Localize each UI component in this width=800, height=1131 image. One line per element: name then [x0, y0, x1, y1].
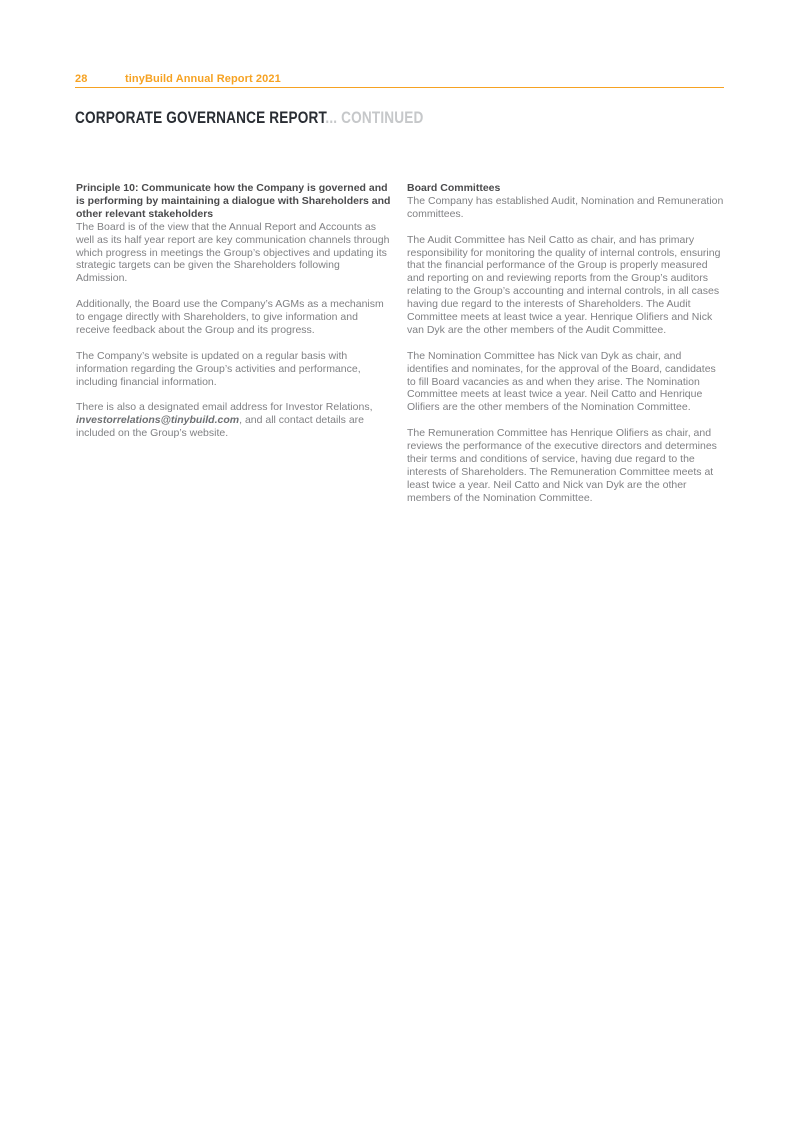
paragraph: The Remuneration Committee has Henrique Olifiers as chair, and reviews the performance of the executive directors and determines their terms and conditions of service, having due regard to the interests of Shareholders. The Remuneration Committee meets at least twice a year. Neil Catto and Nick van Dyk are the other members of the Nomination Committee. — [407, 427, 717, 504]
page-title — [75, 108, 423, 128]
paragraph: The Company’s website is updated on a regular basis with information regarding the Group’s activities and performance, including financial information. — [76, 349, 361, 388]
page-title-continued: ... CONTINUED — [325, 108, 424, 127]
right-column-heading: Board Committees — [407, 182, 501, 194]
email-address: investorrelations@tinybuild.com — [76, 414, 240, 427]
header-rule — [75, 87, 724, 88]
body-columns — [76, 182, 724, 505]
paragraph-text: , and all contact details are included on the Group’s website. — [76, 414, 365, 440]
report-name: tinyBuild Annual Report 2021 — [125, 73, 281, 85]
paragraph: The Board is of the view that the Annual Report and Accounts as well as its half year report are key communication channels through which progress in meetings the Group’s objectives and updating its strategic targets can be given the Shareholders following Admission. — [76, 220, 390, 285]
left-column — [76, 182, 393, 505]
page-number: 28 — [75, 73, 88, 85]
paragraph-text: There is also a designated email address for Investor Relations, — [76, 401, 373, 414]
paragraph: The Audit Committee has Neil Catto as chair, and has primary responsibility for monitoring the quality of internal controls, ensuring that the financial performance of the Group is properly measured and reporting on and reviewing reports from the Group’s auditors relating to the Group’s accounting and internal controls, in all cases having due regard to the interests of Shareholders. The Audit Committee meets at least twice a year. Henrique Olifiers and Nick van Dyk are the other members of the Audit Committee. — [407, 233, 721, 336]
left-column-heading: Principle 10: Communicate how the Company is governed and is performing by maintaining a dialogue with Shareholders and other relevant stakeholders — [76, 182, 391, 220]
paragraph: The Company has established Audit, Nomination and Remuneration committees. — [407, 194, 724, 220]
paragraph: The Nomination Committee has Nick van Dyk as chair, and identifies and nominates, for the approval of the Board, candidates to fill Board vacancies as and when they arise. The Nomination Committee meets at least twice a year. Neil Catto and Henrique Olifiers are the other members of the Nomination Committee. — [407, 349, 716, 414]
right-column — [407, 182, 724, 505]
paragraph — [76, 401, 393, 440]
paragraph: Additionally, the Board use the Company’s AGMs as a mechanism to engage directly with Shareholders, to give information and receive feedback about the Group and its progress. — [76, 298, 384, 336]
running-header — [75, 73, 724, 85]
page-title-main: CORPORATE GOVERNANCE REPORT — [75, 108, 326, 127]
